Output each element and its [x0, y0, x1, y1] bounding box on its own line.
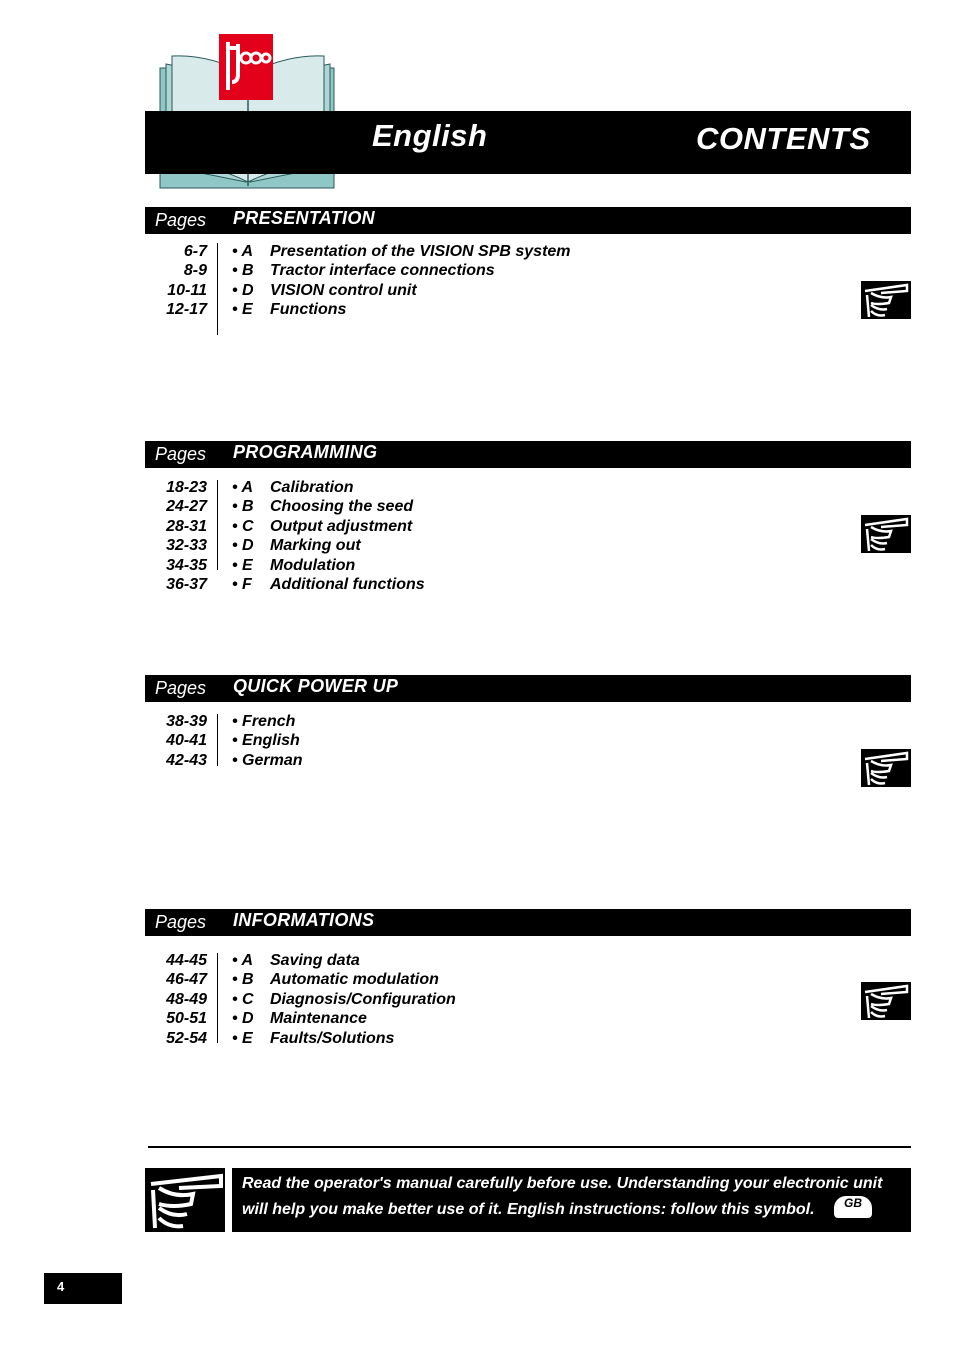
pointing-hand-icon	[861, 515, 911, 553]
toc-entry[interactable]: 12-17 • E Functions	[166, 301, 347, 319]
page-number-tab	[44, 1273, 122, 1304]
section-title: PROGRAMMING	[233, 442, 378, 462]
footer-text-line-2: will help you make better use of it. English instructions: follow this symbol.	[242, 1201, 815, 1218]
section-entries	[145, 951, 745, 1048]
toc-entry[interactable]: 40-41 • English	[166, 732, 300, 750]
section-title: PRESENTATION	[233, 208, 375, 228]
toc-entry[interactable]: 46-47 • B Automatic modulation	[166, 971, 439, 989]
toc-entry[interactable]: 24-27 • B Choosing the seed	[166, 498, 414, 516]
section-entries	[145, 242, 745, 320]
footer-hand-box	[145, 1168, 225, 1232]
page-number: 4	[57, 1279, 65, 1294]
pointing-hand-icon	[861, 749, 911, 787]
toc-entry[interactable]: 38-39 • French	[166, 713, 296, 730]
section-title: QUICK POWER UP	[233, 676, 399, 696]
toc-entry[interactable]: 34-35 • E Modulation	[166, 556, 356, 574]
page-title: CONTENTS	[696, 121, 871, 156]
toc-entry[interactable]: 42-43 • German	[166, 751, 303, 769]
section-title: INFORMATIONS	[233, 910, 375, 930]
toc-entry[interactable]: 18-23 • A Calibration	[166, 479, 354, 496]
toc-entry[interactable]: 8-9 • B Tractor interface connections	[183, 262, 495, 280]
section-pages-label: Pages	[155, 444, 207, 464]
toc-entry[interactable]: 28-31 • C Output adjustment	[166, 517, 413, 535]
toc-entry[interactable]: 32-33 • D Marking out	[166, 537, 361, 555]
toc-entry[interactable]: 48-49 • C Diagnosis/Configuration	[166, 990, 456, 1008]
section-header-presentation	[145, 207, 911, 234]
section-pages-label: Pages	[155, 912, 207, 932]
footer-rule	[148, 1146, 911, 1148]
section-entries	[145, 478, 745, 594]
toc-entry[interactable]: 50-51 • D Maintenance	[166, 1010, 367, 1028]
pointing-hand-icon	[861, 281, 911, 319]
section-header-programming	[145, 441, 911, 468]
pointing-hand-icon	[861, 982, 911, 1020]
toc-entry[interactable]: 36-37 • F Additional functions	[166, 575, 425, 593]
section-pages-label: Pages	[155, 210, 207, 230]
language-title: English	[372, 118, 488, 153]
pointing-hand-icon	[145, 1168, 225, 1232]
gb-badge-icon: GB	[834, 1196, 872, 1218]
toc-entry[interactable]: 6-7 • A Presentation of the VISION SPB system	[183, 243, 571, 260]
section-pages-label: Pages	[155, 678, 207, 698]
section-header-quick-power-up	[145, 675, 911, 702]
section-entries	[145, 712, 745, 770]
footer-text-line-1: Read the operator's manual carefully before use. Understanding your electronic unit	[242, 1175, 883, 1192]
section-header-informations	[145, 909, 911, 936]
toc-entry[interactable]: 44-45 • A Saving data	[166, 952, 360, 969]
toc-entry[interactable]: 10-11 • D VISION control unit	[167, 281, 417, 299]
toc-entry[interactable]: 52-54 • E Faults/Solutions	[166, 1029, 395, 1047]
footer-notice	[232, 1168, 911, 1232]
